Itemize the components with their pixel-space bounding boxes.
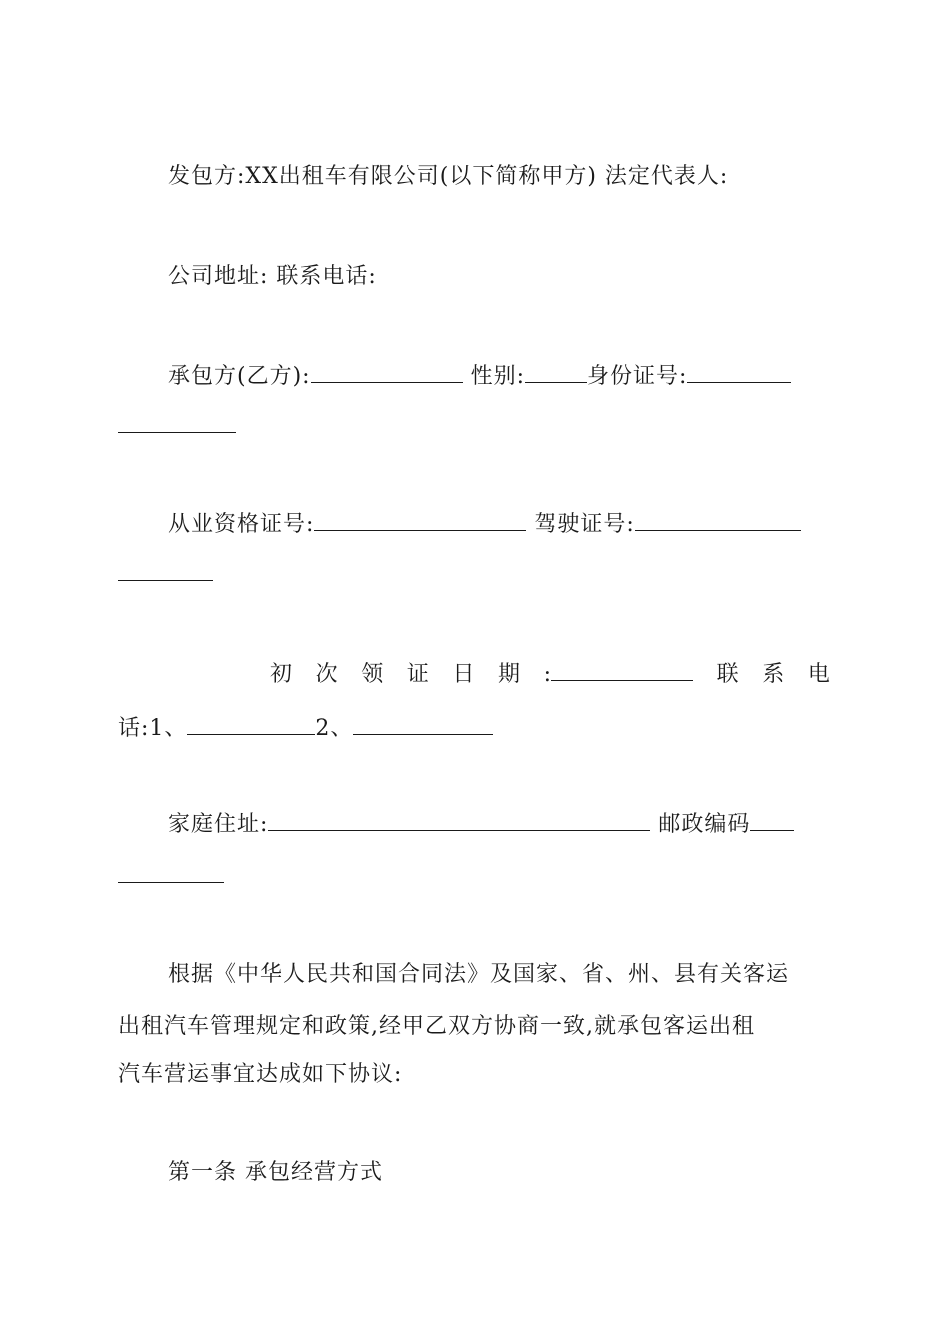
company-address-label: 公司地址: — [168, 264, 269, 289]
zip-code-blank — [750, 810, 794, 831]
party-a-name: XX出租车有限公司(以下简称甲方) — [245, 164, 597, 189]
first-issue-char: 次 — [315, 662, 338, 687]
home-address-line — [118, 810, 830, 840]
zip-code-blank-cont — [118, 862, 224, 883]
phone2-blank — [353, 714, 493, 735]
phone-continuation — [118, 714, 830, 744]
gender-blank — [525, 362, 587, 383]
home-address-blank — [268, 810, 650, 831]
phone2-label: 2、 — [315, 716, 354, 741]
party-b-label: 承包方(乙方): — [168, 364, 311, 389]
preamble-line-3: 汽车营运事宜达成如下协议: — [118, 1062, 403, 1087]
company-line — [118, 262, 830, 292]
home-address-label: 家庭住址: — [168, 812, 269, 837]
company-phone-label: 联系电话: — [276, 264, 377, 289]
id-number-blank — [687, 362, 791, 383]
article-1-title: 第一条 承包经营方式 — [168, 1160, 383, 1185]
first-issue-colon: : — [543, 662, 552, 687]
party-a-label: 发包方: — [168, 164, 246, 189]
preamble-line-1: 根据《中华人民共和国合同法》及国家、省、州、县有关客运 — [168, 962, 790, 987]
id-number-label: 身份证号: — [587, 364, 688, 389]
phone-tail: 话:1、 — [118, 716, 188, 741]
qualification-line — [118, 510, 830, 540]
first-issue-char: 证 — [406, 662, 429, 687]
party-b-name-blank — [311, 362, 463, 383]
phone-char: 系 — [762, 662, 785, 687]
qualification-cert-blank — [314, 510, 526, 531]
party-b-line — [118, 362, 830, 392]
driver-license-label: 驾驶证号: — [534, 512, 635, 537]
phone-char: 电 — [807, 662, 830, 687]
preamble-line-2: 出租汽车管理规定和政策,经甲乙双方协商一致,就承包客运出租 — [118, 1014, 755, 1039]
gender-label: 性别: — [470, 364, 526, 389]
party-a-line — [118, 162, 830, 192]
qualification-cert-label: 从业资格证号: — [168, 512, 315, 537]
phone1-blank — [187, 714, 315, 735]
zip-continuation — [118, 862, 830, 892]
zip-code-label: 邮政编码 — [658, 812, 751, 837]
first-issue-char: 期 — [498, 662, 521, 687]
driver-license-blank-cont — [118, 560, 213, 581]
phone-char: 联 — [716, 662, 739, 687]
license-continuation — [118, 560, 830, 590]
legal-rep-label: 法定代表人: — [604, 164, 729, 189]
first-issue-char: 日 — [452, 662, 475, 687]
first-issue-char: 领 — [361, 662, 384, 687]
driver-license-blank — [635, 510, 801, 531]
id-number-blank-cont — [118, 412, 236, 433]
first-issue-date-blank — [551, 660, 693, 681]
id-number-continuation — [118, 412, 830, 442]
first-issue-char: 初 — [270, 662, 293, 687]
first-issue-line — [270, 660, 830, 690]
